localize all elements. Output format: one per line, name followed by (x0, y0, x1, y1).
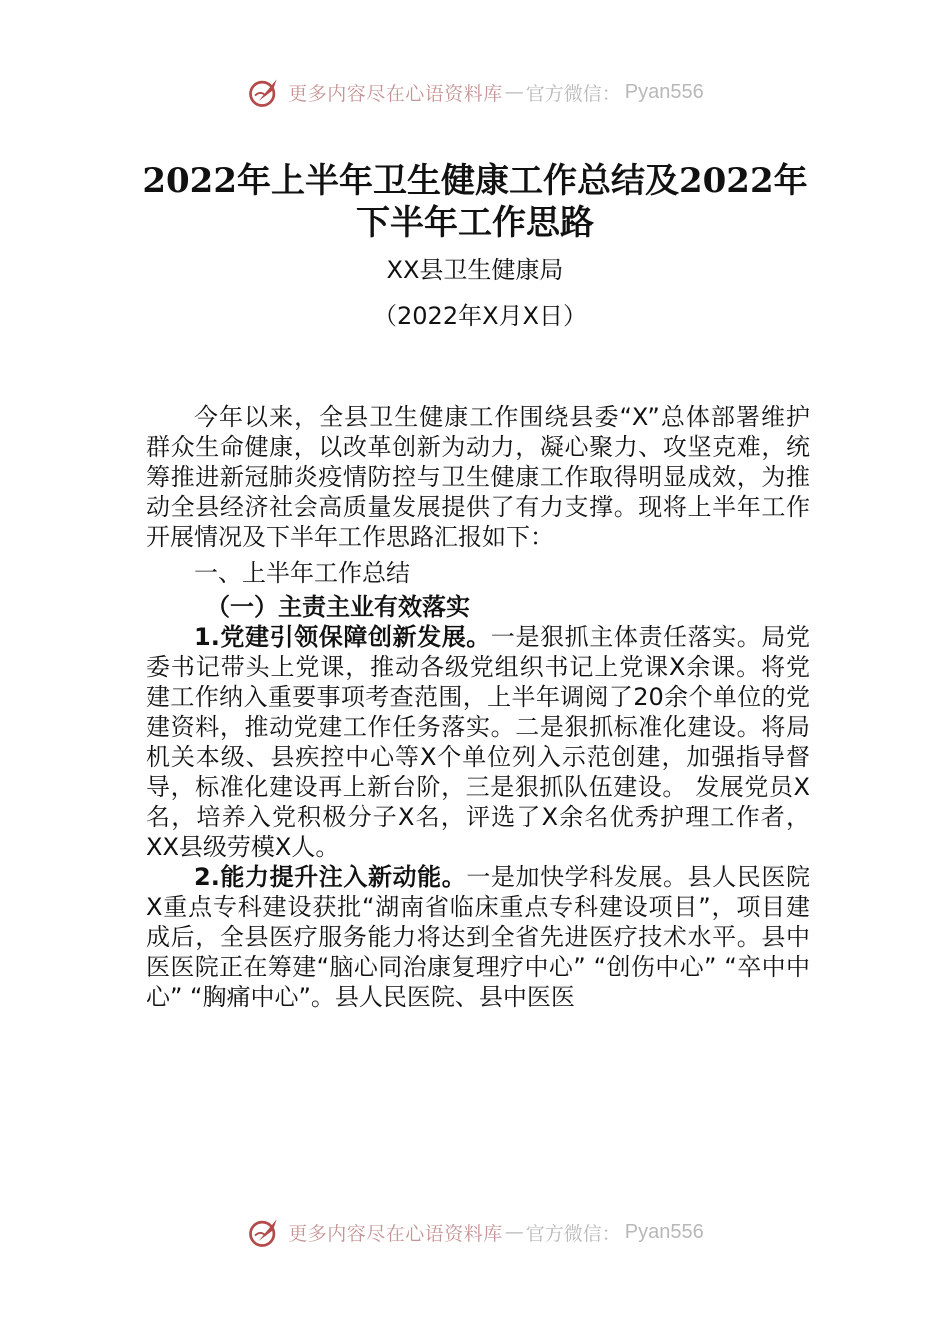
item-2-body: 一是加快学科发展。县人民医院X重点专科建设获批“湖南省临床重点专科建设项目”，项目建成后，全县医疗服务能力将达到全省先进医疗技术水平。县中医医院正在筹建“脑心同治康复理疗中心” “创伤中心” “卒中中心” “胸痛中心”。县人民医院、县中医医 (146, 863, 810, 1011)
section-heading: 一、上半年工作总结 (194, 559, 410, 587)
item-paragraph-2 (146, 862, 810, 1012)
watermark-account: Pyan556 (624, 1220, 704, 1243)
intro-paragraph: 今年以来，全县卫生健康工作围绕县委“X”总体部署维护群众生命健康，以改革创新为动力，凝心聚力、攻坚克难，统筹推进新冠肺炎疫情防控与卫生健康工作取得明显成效，为推动全县经济社会高质量发展提供了有力支撑。现将上半年工作开展情况及下半年工作思路汇报如下： (146, 403, 810, 551)
subsection-heading: （一）主责主业有效落实 (206, 593, 470, 621)
document-body (146, 402, 810, 1012)
watermark-separator: — (504, 1221, 524, 1243)
watermark-text: 更多内容尽在心语资料库 (288, 1222, 503, 1245)
item-1-body: 一是狠抓主体责任落实。局党委书记带头上党课，推动各级党组织书记上党课X余课。将党建工作纳入重要事项考查范围，上半年调阅了20余个单位的党建资料，推动党建工作任务落实。二是狠抓标准化建设。将局机关本级、县疾控中心等X个单位列入示范创建，加强指导督导，标准化建设再上新台阶，三是狠抓队伍建设。 发展党员X名，培养入党积极分子X名，评选了X余名优秀护理工作者，XX县级劳模X人。 (146, 623, 810, 861)
quill-logo-icon (246, 74, 282, 110)
item-paragraph-1 (146, 622, 810, 862)
document-organization: XX县卫生健康局 (386, 256, 564, 284)
watermark-label: 官方微信： (525, 82, 621, 105)
quill-logo-icon (246, 1214, 282, 1250)
watermark-separator: — (504, 81, 524, 103)
watermark-bottom (0, 1210, 950, 1254)
watermark-account: Pyan556 (624, 80, 704, 103)
watermark-top (0, 70, 950, 114)
item-1-lead: 1.党建引领保障创新发展。 (194, 623, 491, 651)
item-2-lead: 2.能力提升注入新动能。 (194, 863, 467, 891)
document-date: （2022年X月X日） (373, 302, 587, 330)
watermark-label: 官方微信： (525, 1222, 621, 1245)
watermark-text: 更多内容尽在心语资料库 (288, 82, 503, 105)
document-title: 2022年上半年卫生健康工作总结及2022年下半年工作思路 (142, 161, 808, 243)
